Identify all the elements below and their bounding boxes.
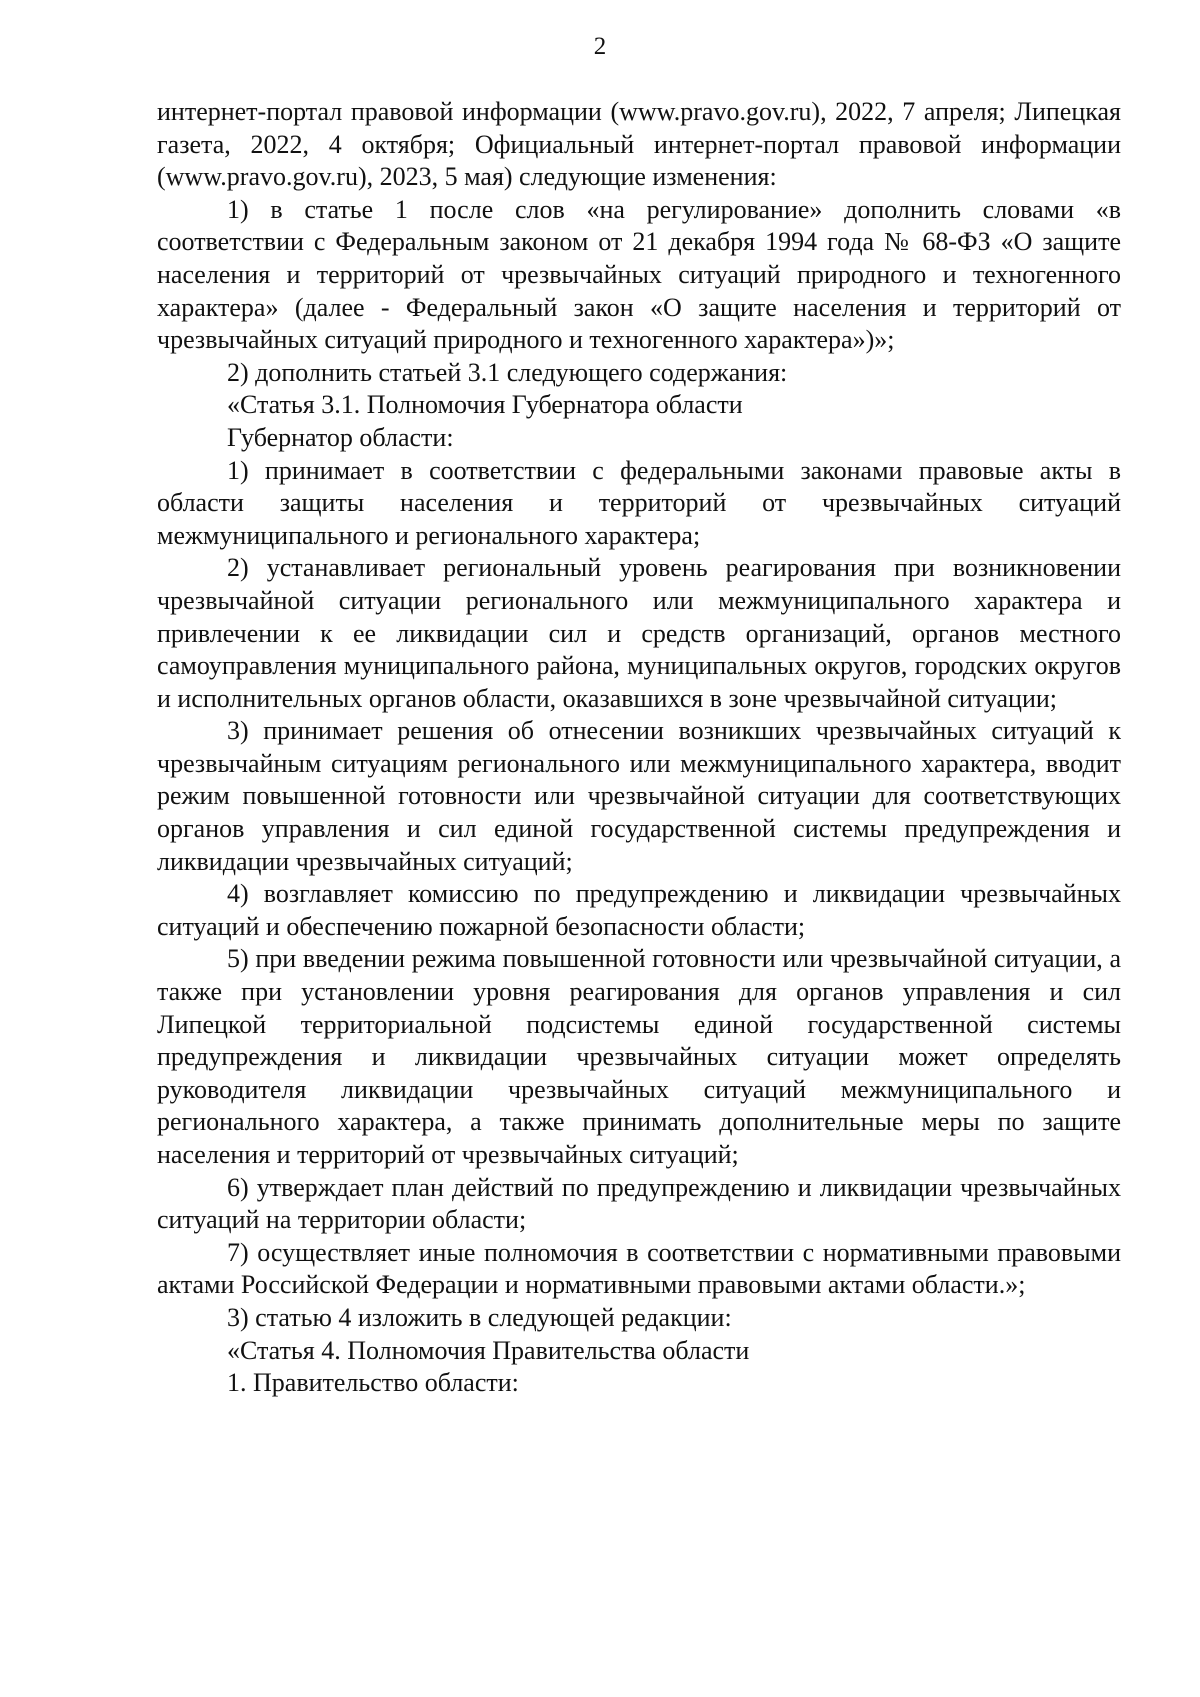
paragraph-governor-intro: Губернатор области: [227, 422, 454, 452]
paragraph-governor-item-1: 1) принимает в соответствии с федеральными законами правовые акты в области защиты населения и территорий от чрезвычайных ситуаций межмуниципального и регионального характера; [157, 455, 1121, 550]
paragraph-amendment-2: 2) дополнить статьей 3.1 следующего содержания: [227, 357, 788, 387]
paragraph-governor-item-7: 7) осуществляет иные полномочия в соответствии с нормативными правовыми актами Российской Федерации и нормативными правовыми актами области.»; [157, 1237, 1121, 1300]
article-heading-3-1: «Статья 3.1. Полномочия Губернатора области [227, 390, 743, 420]
paragraph-intro-sources: интернет-портал правовой информации (www.pravo.gov.ru), 2022, 7 апреля; Липецкая газета, 2022, 4 октября; Официальный интернет-портал правовой информации (www.pravo.gov.ru), 2023, 5 мая) следующие изменения: [157, 97, 1121, 192]
paragraph-amendment-1: 1) в статье 1 после слов «на регулирование» дополнить словами «в соответствии с Федеральным законом от 21 декабря 1994 года № 68-ФЗ «О защите населения и территорий от чрезвычайных ситуаций природного и техногенного характера» (далее - Федеральный закон «О защите населения и территорий от чрезвычайных ситуаций природного и техногенного характера»)»; [157, 194, 1121, 355]
paragraph-governor-item-3: 3) принимает решения об отнесении возникших чрезвычайных ситуаций к чрезвычайным ситуациям регионального или межмуниципального характера, вводит режим повышенной готовности или чрезвычайной ситуации для соответствующих органов управления и сил единой государственной системы предупреждения и ликвидации чрезвычайных ситуаций; [157, 716, 1121, 876]
paragraph-government-intro: 1. Правительство области: [227, 1368, 519, 1398]
document-body [157, 96, 1121, 1400]
paragraph-governor-item-5: 5) при введении режима повышенной готовности или чрезвычайной ситуации, а также при установлении уровня реагирования для органов управления и сил Липецкой территориальной подсистемы единой государственной системы предупреждения и ликвидации чрезвычайных ситуации может определять руководителя ликвидации чрезвычайных ситуаций межмуниципального и регионального характера, а также принимать дополнительные меры по защите населения и территорий от чрезвычайных ситуаций; [157, 944, 1121, 1169]
paragraph-governor-item-4: 4) возглавляет комиссию по предупреждению и ликвидации чрезвычайных ситуаций и обеспечению пожарной безопасности области; [157, 879, 1121, 941]
page-number: 2 [593, 33, 607, 60]
paragraph-amendment-3: 3) статью 4 изложить в следующей редакции: [227, 1302, 732, 1332]
article-heading-4: «Статья 4. Полномочия Правительства области [227, 1335, 750, 1365]
paragraph-governor-item-2: 2) устанавливает региональный уровень реагирования при возникновении чрезвычайной ситуации регионального или межмуниципального характера и привлечении к ее ликвидации сил и средств организаций, органов местного самоуправления муниципального района, муниципальных округов, городских округов и исполнительных органов области, оказавшихся в зоне чрезвычайной ситуации; [157, 553, 1121, 713]
paragraph-governor-item-6: 6) утверждает план действий по предупреждению и ликвидации чрезвычайных ситуаций на территории области; [157, 1172, 1121, 1235]
